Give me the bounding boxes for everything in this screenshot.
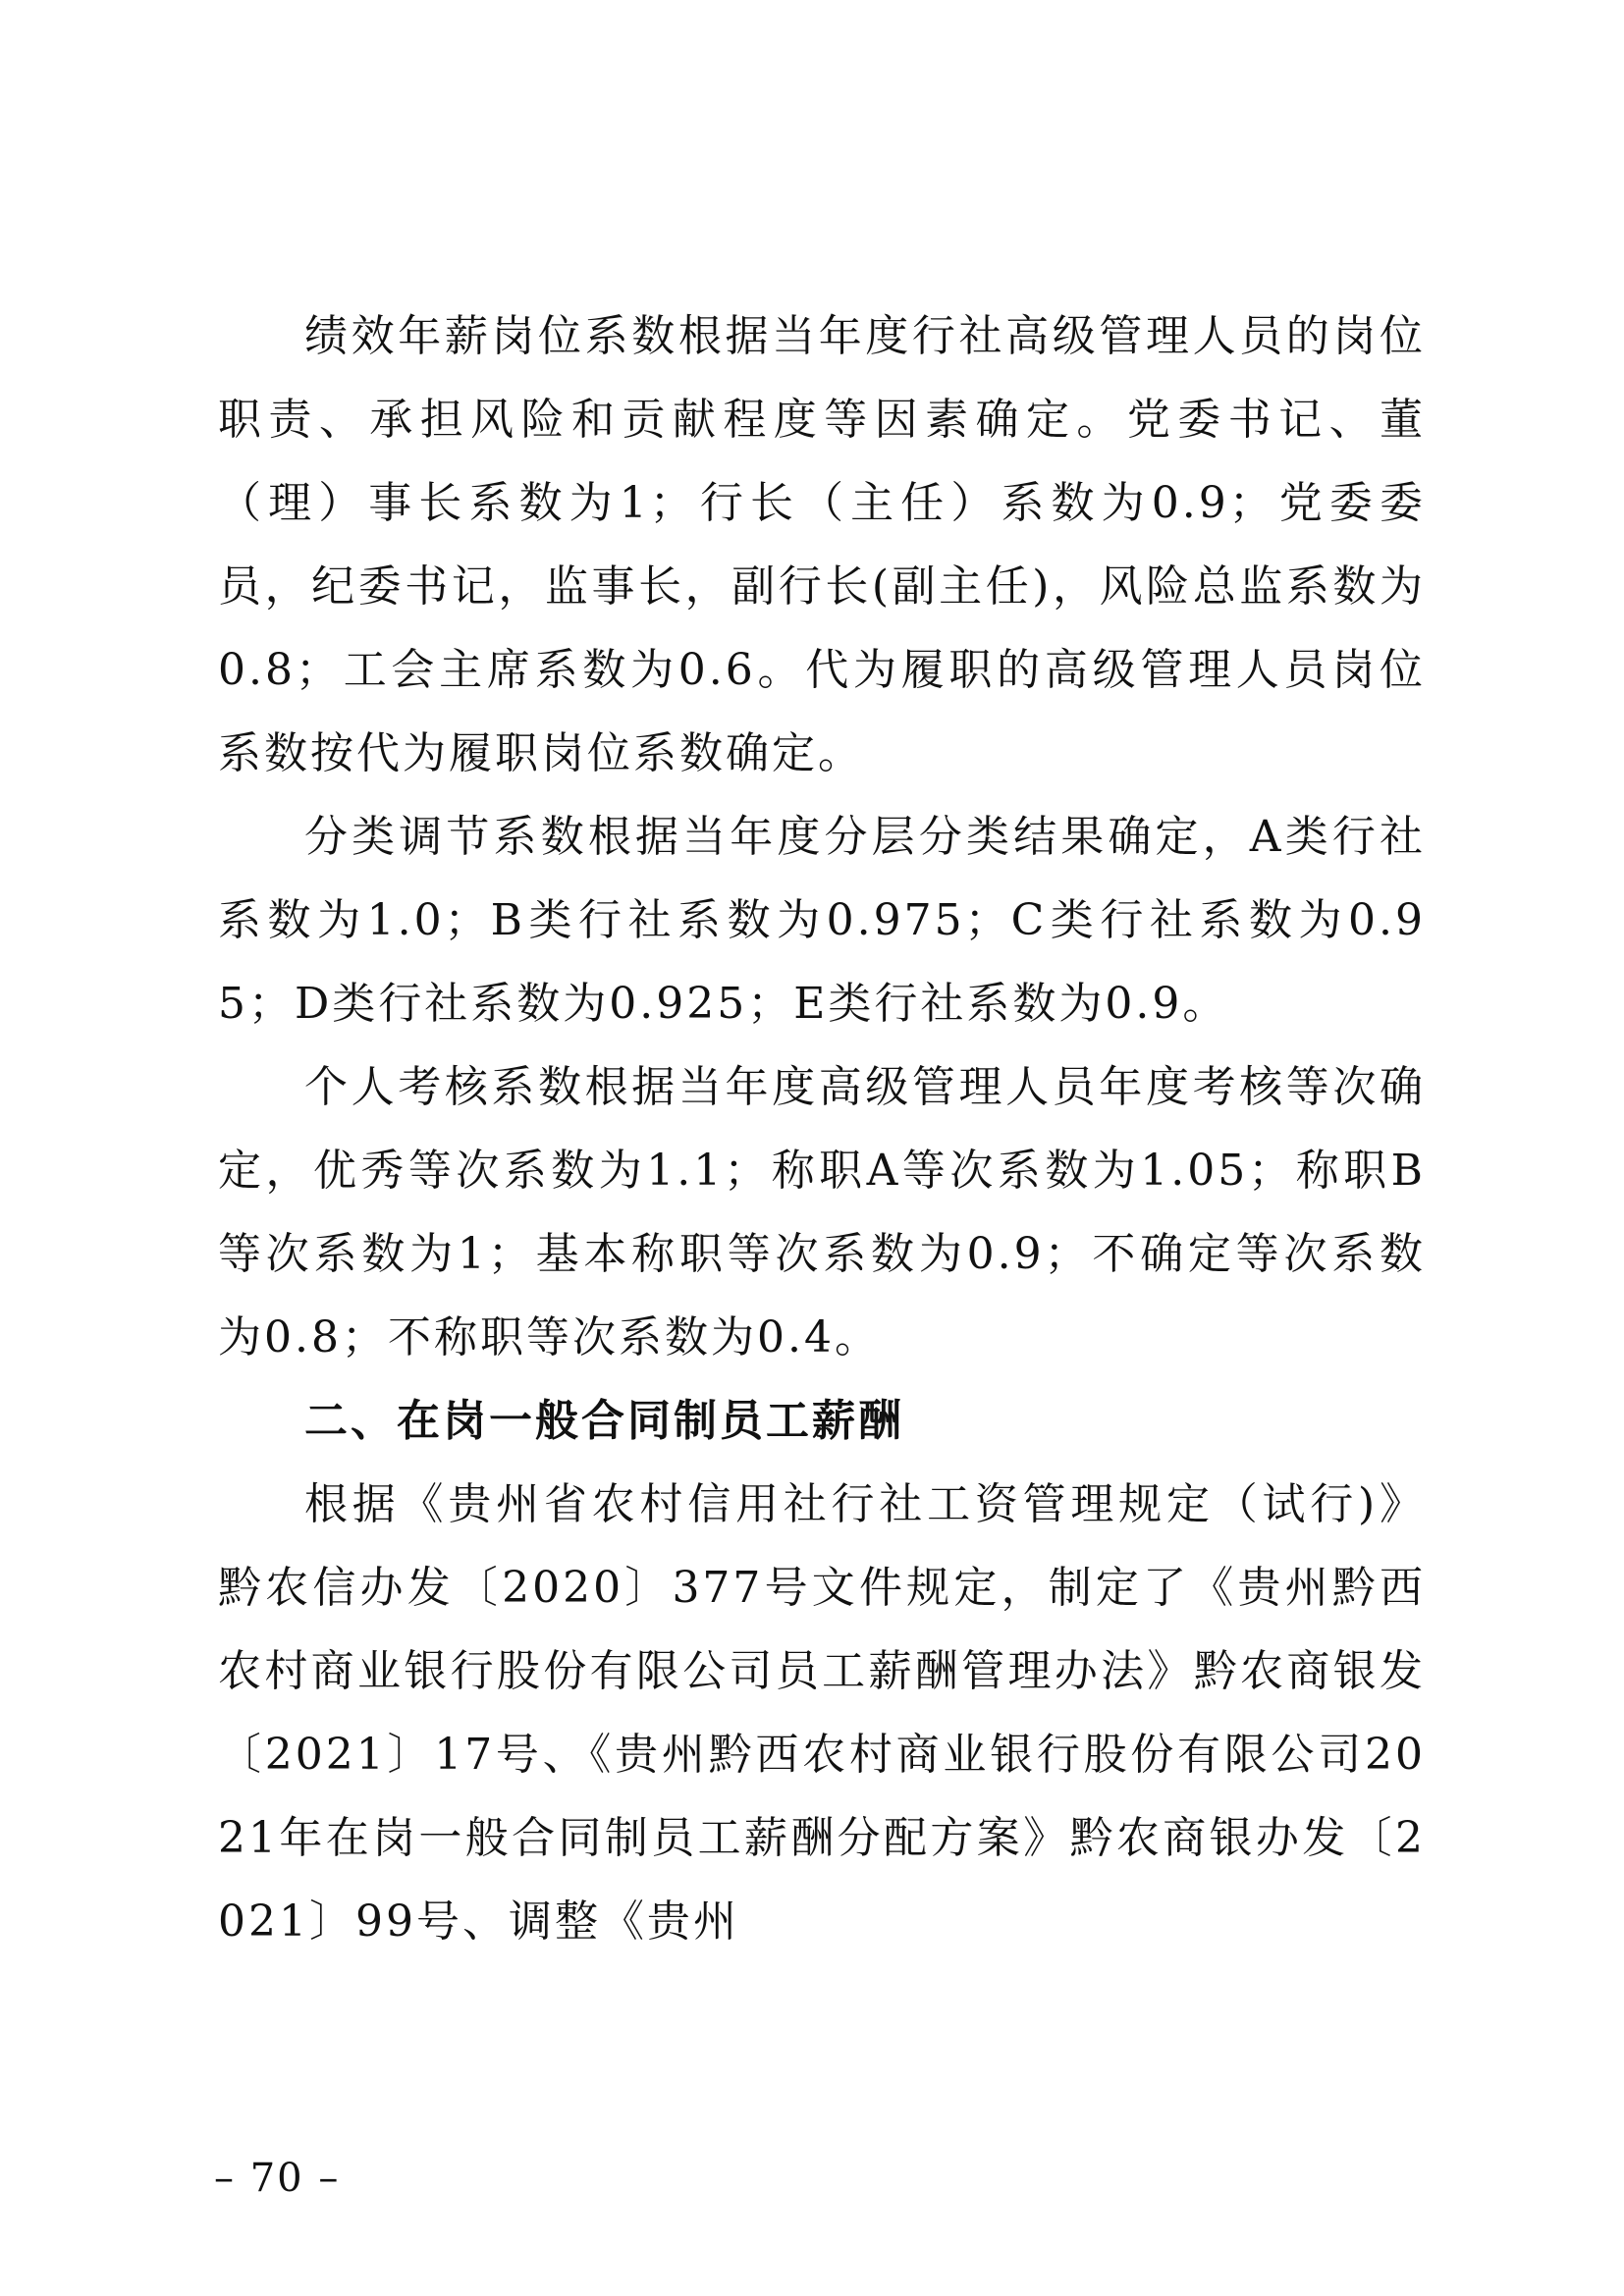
paragraph-classification-coefficient: 分类调节系数根据当年度分层分类结果确定，A类行社系数为1.0；B类行社系数为0.975；C类行社系数为0.95；D类行社系数为0.925；E类行社系数为0.9。 <box>218 812 1426 1029</box>
paragraph-assessment-coefficient: 个人考核系数根据当年度高级管理人员年度考核等次确定，优秀等次系数为1.1；称职A等次系数为1.05；称职B等次系数为1；基本称职等次系数为0.9；不确定等次系数为0.8；不称职等次系数为0.4。 <box>218 1062 1426 1362</box>
section-heading: 二、在岗一般合同制员工薪酬 <box>304 1396 904 1446</box>
page-number: – 70 – <box>214 2156 341 2201</box>
paragraph-performance-coefficient: 绩效年薪岗位系数根据当年度行社高级管理人员的岗位职责、承担风险和贡献程度等因素确定。党委书记、董（理）事长系数为1；行长（主任）系数为0.9；党委委员，纪委书记，监事长，副行长(副主任)，风险总监系数为0.8；工会主席系数为0.6。代为履职的高级管理人员岗位系数按代为履职岗位系数确定。 <box>218 311 1426 778</box>
document-body <box>218 294 1426 1963</box>
paragraph-contract-staff-pay: 根据《贵州省农村信用社行社工资管理规定（试行)》黔农信办发〔2020〕377号文件规定，制定了《贵州黔西农村商业银行股份有限公司员工薪酬管理办法》黔农商银发〔2021〕17号、《贵州黔西农村商业银行股份有限公司2021年在岗一般合同制员工薪酬分配方案》黔农商银办发〔2021〕99号、调整《贵州 <box>218 1479 1426 1947</box>
